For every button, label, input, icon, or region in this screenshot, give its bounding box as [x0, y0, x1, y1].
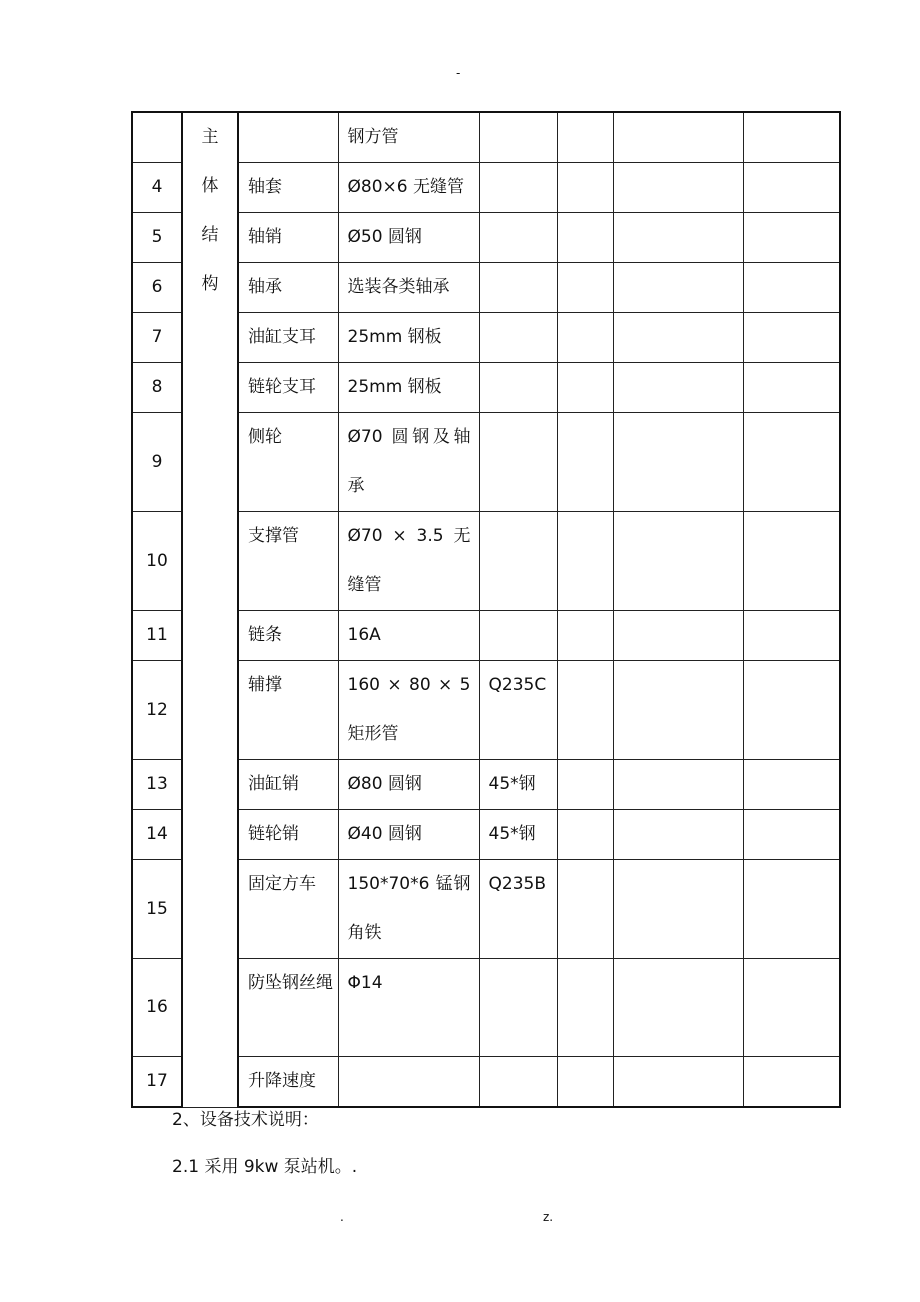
equipment-spec-table: [131, 111, 841, 1108]
technical-notes: [172, 1097, 357, 1191]
page-header-mark: -: [456, 66, 461, 80]
empty-cell: [557, 760, 613, 810]
table-row: [132, 512, 840, 611]
item-spec: 钢方管: [338, 112, 479, 163]
empty-cell: [743, 1057, 840, 1108]
item-spec: [338, 860, 479, 959]
empty-cell: [557, 313, 613, 363]
row-number: [132, 112, 182, 163]
table-row: [132, 661, 840, 760]
row-number: 7: [132, 313, 182, 363]
item-material: [479, 363, 557, 413]
empty-cell: [743, 512, 840, 611]
empty-cell: [557, 112, 613, 163]
item-name: 链条: [238, 611, 338, 661]
row-number: 9: [132, 413, 182, 512]
row-number: 17: [132, 1057, 182, 1108]
row-number: 4: [132, 163, 182, 213]
empty-cell: [557, 860, 613, 959]
item-name: 固定方车: [238, 860, 338, 959]
table-row: [132, 263, 840, 313]
row-number: 5: [132, 213, 182, 263]
empty-cell: [557, 163, 613, 213]
item-name: [238, 112, 338, 163]
item-spec: 25mm 钢板: [338, 313, 479, 363]
empty-cell: [743, 363, 840, 413]
item-spec: [338, 413, 479, 512]
item-name: [238, 959, 338, 1057]
item-material: [479, 611, 557, 661]
empty-cell: [743, 760, 840, 810]
empty-cell: [613, 760, 743, 810]
item-material: [479, 263, 557, 313]
empty-cell: [613, 959, 743, 1057]
item-material: [479, 959, 557, 1057]
item-spec: Φ14: [338, 959, 479, 1057]
table-row: [132, 413, 840, 512]
table-row: [132, 860, 840, 959]
row-number: 6: [132, 263, 182, 313]
item-material: [479, 413, 557, 512]
empty-cell: [613, 661, 743, 760]
footer-left-mark: .: [340, 1210, 344, 1224]
group-label-char: 构: [201, 274, 219, 294]
footer-right-mark: z.: [543, 1210, 554, 1224]
item-material: Q235C: [479, 661, 557, 760]
row-number: 10: [132, 512, 182, 611]
empty-cell: [743, 611, 840, 661]
table-row: [132, 163, 840, 213]
group-label-char: 主: [201, 127, 219, 147]
item-name: 链轮销: [238, 810, 338, 860]
empty-cell: [743, 810, 840, 860]
empty-cell: [743, 163, 840, 213]
group-label-char: 体: [201, 176, 219, 196]
item-name: 升降速度: [238, 1057, 338, 1108]
item-spec-text: 160 × 80 × 5 矩形管: [347, 675, 471, 744]
group-label-cell: [182, 112, 238, 1107]
item-spec: Ø80 圆钢: [338, 760, 479, 810]
empty-cell: [557, 959, 613, 1057]
row-number: 13: [132, 760, 182, 810]
empty-cell: [743, 313, 840, 363]
item-spec: 16A: [338, 611, 479, 661]
empty-cell: [743, 263, 840, 313]
empty-cell: [557, 213, 613, 263]
empty-cell: [743, 112, 840, 163]
empty-cell: [613, 213, 743, 263]
empty-cell: [613, 512, 743, 611]
item-name: 油缸支耳: [238, 313, 338, 363]
item-spec: 选装各类轴承: [338, 263, 479, 313]
item-material: [479, 313, 557, 363]
item-spec: [338, 661, 479, 760]
table-row: [132, 959, 840, 1057]
empty-cell: [557, 263, 613, 313]
empty-cell: [613, 860, 743, 959]
item-name: 辅撑: [238, 661, 338, 760]
item-spec: [338, 512, 479, 611]
item-spec: Ø50 圆钢: [338, 213, 479, 263]
item-name: 支撑管: [238, 512, 338, 611]
empty-cell: [613, 363, 743, 413]
item-name: 侧轮: [238, 413, 338, 512]
empty-cell: [613, 263, 743, 313]
item-spec: Ø80×6 无缝管: [338, 163, 479, 213]
empty-cell: [613, 1057, 743, 1108]
item-spec-text: Ø70 × 3.5 无缝管: [347, 526, 471, 595]
item-material: 45*钢: [479, 760, 557, 810]
empty-cell: [613, 313, 743, 363]
row-number: 16: [132, 959, 182, 1057]
item-spec: [338, 1057, 479, 1108]
empty-cell: [613, 611, 743, 661]
table-row: [132, 363, 840, 413]
item-name: 链轮支耳: [238, 363, 338, 413]
item-name: 油缸销: [238, 760, 338, 810]
table-row: [132, 611, 840, 661]
empty-cell: [557, 661, 613, 760]
item-spec-text: Ø70 圆钢及轴承: [347, 427, 471, 496]
table-row: [132, 213, 840, 263]
table-row: [132, 112, 840, 163]
row-number: 8: [132, 363, 182, 413]
item-spec: Ø40 圆钢: [338, 810, 479, 860]
row-number: 15: [132, 860, 182, 959]
empty-cell: [743, 959, 840, 1057]
empty-cell: [613, 112, 743, 163]
item-material: [479, 112, 557, 163]
item-material: [479, 213, 557, 263]
empty-cell: [613, 413, 743, 512]
empty-cell: [743, 413, 840, 512]
empty-cell: [743, 860, 840, 959]
item-material: 45*钢: [479, 810, 557, 860]
empty-cell: [557, 363, 613, 413]
item-spec-text: 150*70*6 锰钢角铁: [347, 874, 471, 943]
row-number: 11: [132, 611, 182, 661]
empty-cell: [557, 512, 613, 611]
table-row: [132, 810, 840, 860]
empty-cell: [557, 810, 613, 860]
item-name-text: 防坠钢丝绳: [248, 973, 333, 993]
empty-cell: [743, 661, 840, 760]
row-number: 14: [132, 810, 182, 860]
group-label-char: 结: [201, 225, 219, 245]
empty-cell: [743, 213, 840, 263]
item-name: 轴承: [238, 263, 338, 313]
empty-cell: [613, 810, 743, 860]
item-material: [479, 163, 557, 213]
table-row: [132, 313, 840, 363]
notes-item: 2.1 采用 9kw 泵站机。.: [172, 1157, 358, 1177]
item-material: [479, 1057, 557, 1108]
item-material: Q235B: [479, 860, 557, 959]
table-row: [132, 760, 840, 810]
empty-cell: [613, 163, 743, 213]
empty-cell: [557, 611, 613, 661]
empty-cell: [557, 1057, 613, 1108]
row-number: 12: [132, 661, 182, 760]
item-name: 轴套: [238, 163, 338, 213]
notes-heading: 2、设备技术说明：: [172, 1110, 319, 1130]
empty-cell: [557, 413, 613, 512]
item-name: 轴销: [238, 213, 338, 263]
item-spec: 25mm 钢板: [338, 363, 479, 413]
item-material: [479, 512, 557, 611]
